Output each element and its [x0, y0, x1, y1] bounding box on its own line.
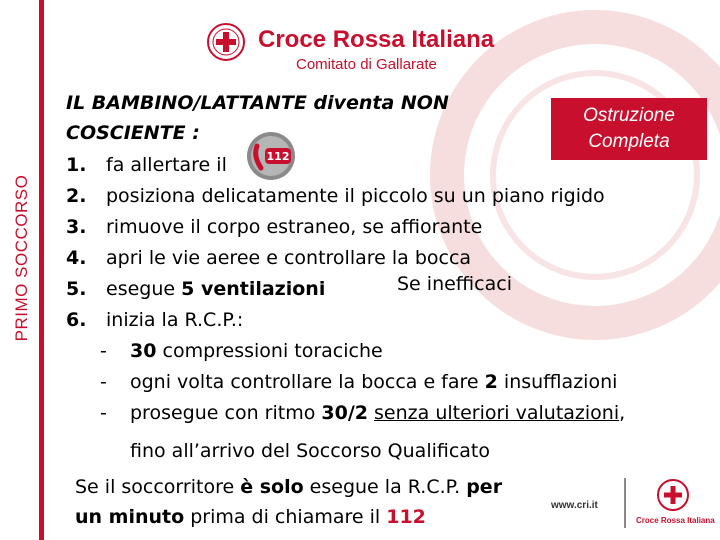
badge-line-2: Completa [588, 131, 670, 152]
sub-dash: - [100, 340, 107, 362]
sidebar-label: PRIMO SOCCORSO [12, 174, 31, 342]
note-text: esegue la R.C.P. [303, 476, 467, 498]
sub-text: compressioni toraciche [156, 340, 383, 362]
steps-list [66, 150, 605, 336]
rcp-sub-list [100, 336, 625, 429]
phone-icon-label: 112 [266, 150, 290, 163]
step-number: 2. [66, 185, 87, 207]
step-item [66, 243, 605, 274]
note-line-2 [75, 502, 502, 532]
step-text: apri le vie aeree e controllare la bocca [106, 247, 472, 269]
step-text-bold: 5 ventilazioni [181, 278, 326, 300]
solo-rescuer-note [75, 472, 502, 532]
slide-title [66, 88, 536, 148]
step-text: fa allertare il [106, 154, 227, 176]
step-number: 3. [66, 216, 87, 238]
step-item [66, 212, 605, 243]
note-bold: per [466, 476, 503, 498]
footer-divider [624, 478, 626, 528]
step-item [66, 274, 605, 305]
title-line-2: COSCIENTE : [66, 122, 200, 144]
sidebar [0, 0, 44, 540]
step-text: esegue [106, 278, 182, 300]
sub-bold: 2 [484, 371, 498, 393]
step-item [66, 305, 605, 336]
sub-dash: - [100, 371, 107, 393]
note-emergency-number: 112 [386, 506, 426, 528]
footer-red-cross-icon [656, 478, 690, 512]
sub-item [100, 398, 625, 429]
step-item [66, 150, 605, 181]
badge-line-1: Ostruzione [583, 105, 675, 126]
sub-text: prosegue con ritmo [130, 402, 322, 424]
sub-bold: 30 [130, 340, 157, 362]
note-text: prima di chiamare il [184, 506, 387, 528]
sub-item [100, 336, 625, 367]
note-line-1 [75, 472, 502, 502]
footer-org-name: Croce Rossa Italiana [636, 516, 715, 525]
title-line-1: IL BAMBINO/LATTANTE diventa NON [66, 92, 449, 114]
step-number: 6. [66, 309, 87, 331]
sub-text: ogni volta controllare la bocca e fare [130, 371, 485, 393]
step-text: rimuove il corpo estraneo, se affiorante [106, 216, 483, 238]
continuation-text: fino all’arrivo del Soccorso Qualificato [130, 440, 491, 462]
step-text: posiziona delicatamente il piccolo su un piano rigido [106, 185, 605, 207]
step-number: 4. [66, 247, 87, 269]
sub-text-3: , [619, 402, 626, 424]
sub-underline: senza ulteriori valutazioni [374, 402, 620, 424]
note-text: Se il soccorritore [75, 476, 241, 498]
sub-bold: 30/2 [321, 402, 368, 424]
sub-text-2: insufflazioni [497, 371, 618, 393]
step-number: 5. [66, 278, 87, 300]
org-subtitle: Comitato di Gallarate [296, 56, 437, 73]
sub-dash: - [100, 402, 107, 424]
inefficient-tag: Se inefficaci [397, 273, 512, 295]
red-cross-logo-icon [206, 22, 246, 62]
note-bold: un minuto [75, 506, 185, 528]
sub-item [100, 367, 625, 398]
step-text: inizia la R.C.P.: [106, 309, 244, 331]
org-name: Croce Rossa Italiana [258, 26, 495, 53]
step-number: 1. [66, 154, 87, 176]
step-item [66, 181, 605, 212]
footer-url[interactable]: www.cri.it [551, 500, 598, 511]
note-bold: è solo [240, 476, 304, 498]
